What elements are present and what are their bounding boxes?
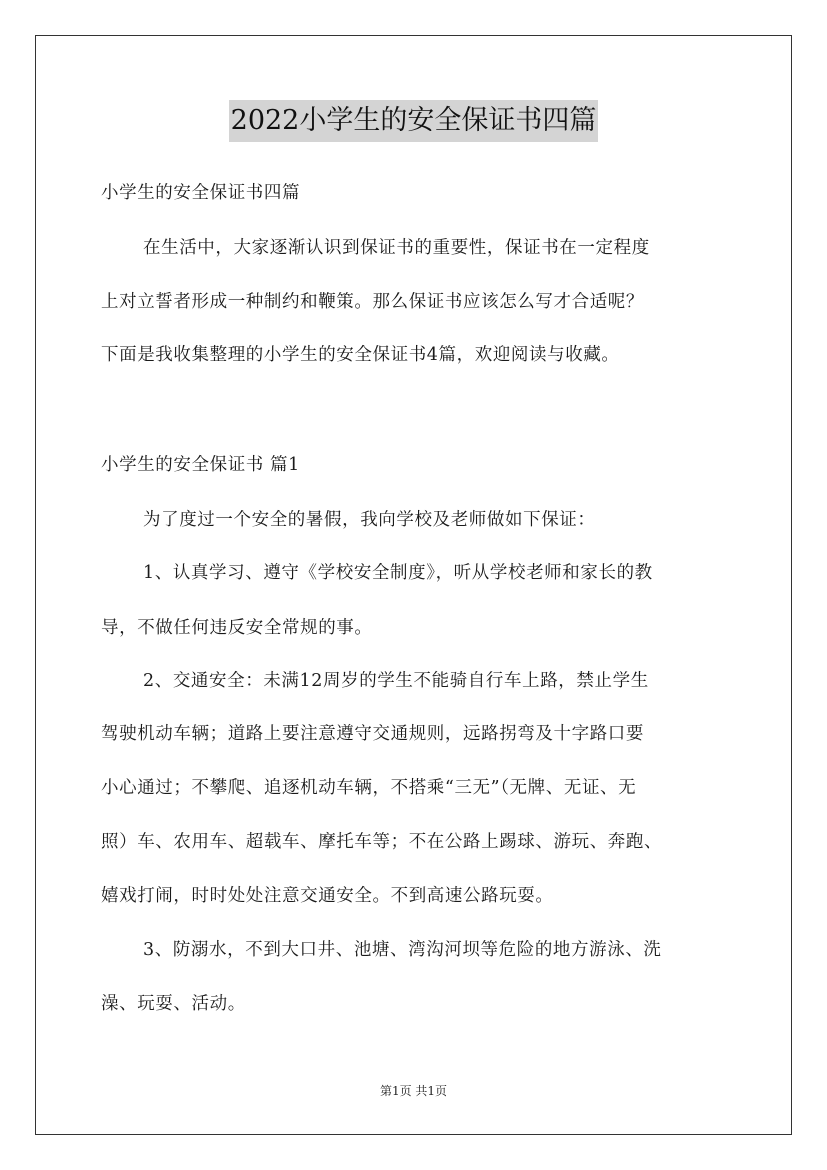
title-container	[0, 100, 827, 142]
item2-line-3: 小心通过；不攀爬、追逐机动车辆，不搭乘“三无”（无牌、无证、无	[101, 778, 637, 798]
intro-line-1: 在生活中，大家逐渐认识到保证书的重要性，保证书在一定程度	[143, 238, 650, 258]
item2-line-2: 驾驶机动车辆；道路上要注意遵守交通规则，远路拐弯及十字路口要	[101, 724, 644, 744]
item3-line-2: 澡、玩耍、活动。	[101, 994, 246, 1014]
item3-line-1: 3、防溺水，不到大口井、池塘、湾沟河坝等危险的地方游泳、洗	[143, 940, 662, 960]
document-title: 2022小学生的安全保证书四篇	[229, 100, 599, 142]
section-heading: 小学生的安全保证书 篇1	[101, 455, 300, 475]
item1-line-2: 导，不做任何违反安全常规的事。	[101, 618, 373, 638]
item2-line-4: 照）车、农用车、超载车、摩托车等；不在公路上踢球、游玩、奔跑、	[101, 832, 663, 852]
item1-line-1: 1、认真学习、遵守《学校安全制度》，听从学校老师和家长的教	[143, 563, 653, 583]
intro-line-3: 下面是我收集整理的小学生的安全保证书4篇，欢迎阅读与收藏。	[101, 345, 620, 365]
document-subtitle: 小学生的安全保证书四篇	[101, 183, 301, 203]
page-number-footer: 第1页 共1页	[379, 1084, 448, 1098]
body-opening: 为了度过一个安全的暑假，我向学校及老师做如下保证：	[143, 510, 596, 530]
item2-line-5: 嬉戏打闹，时时处处注意交通安全。不到高速公路玩耍。	[101, 886, 554, 906]
intro-line-2: 上对立誓者形成一种制约和鞭策。那么保证书应该怎么写才合适呢？	[101, 292, 644, 312]
item2-line-1: 2、交通安全：未满12周岁的学生不能骑自行车上路，禁止学生	[143, 671, 649, 691]
